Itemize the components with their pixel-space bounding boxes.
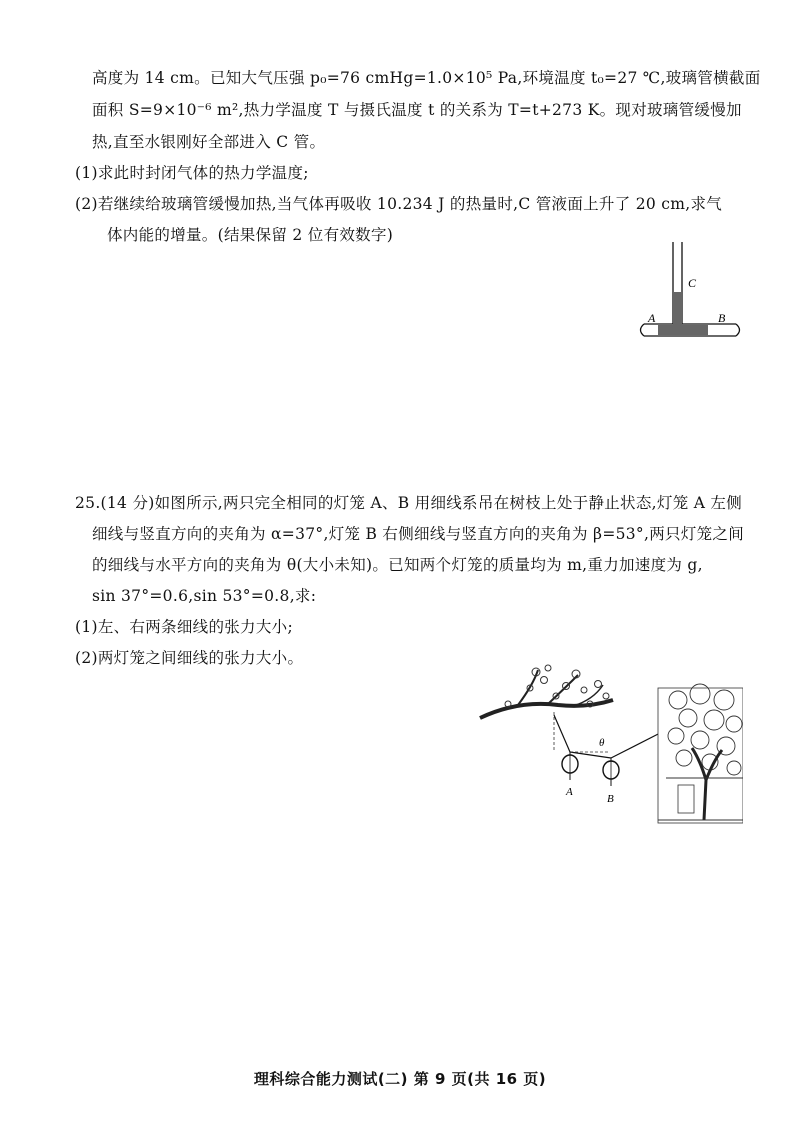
q25-text-line-4: sin 37°=0.6,sin 53°=0.8,求: [92, 587, 317, 605]
q24-subquestion-2-line-1: (2)若继续给玻璃管缓慢加热,当气体再吸收 10.234 J 的热量时,C 管液面上升了 20 cm,求气 [75, 195, 723, 213]
page-footer: 理科综合能力测试(二) 第 9 页(共 16 页) [253, 1070, 547, 1088]
q25-subquestion-2: (2)两灯笼之间细线的张力大小。 [75, 649, 304, 667]
q25-text-line-3: 的细线与水平方向的夹角为 θ(大小未知)。已知两个灯笼的质量均为 m,重力加速度为 g, [92, 556, 703, 574]
tree-illustration [658, 684, 743, 823]
q25-subquestion-1: (1)左、右两条细线的张力大小; [75, 618, 293, 636]
q24-subquestion-1: (1)求此时封闭气体的热力学温度; [75, 164, 309, 182]
q25-text-line-2: 细线与竖直方向的夹角为 α=37°,灯笼 B 右侧细线与竖直方向的夹角为 β=53°,两只灯笼之间 [92, 525, 745, 543]
q24-tube-figure [630, 240, 750, 350]
q24-text-line-2: 面积 S=9×10⁻⁶ m²,热力学温度 T 与摄氏温度 t 的关系为 T=t+273 K。现对玻璃管缓慢加 [92, 101, 742, 119]
tube-label-c: C [688, 276, 697, 290]
tube-label-a: A [648, 311, 656, 325]
q24-text-line-3: 热,直至水银刚好全部进入 C 管。 [92, 133, 326, 151]
q25-lantern-figure [478, 660, 743, 825]
lantern-label-b: B [607, 793, 614, 805]
q24-text-line-1: 高度为 14 cm。已知大气压强 p₀=76 cmHg=1.0×10⁵ Pa,环境温度 t₀=27 ℃,玻璃管横截面 [92, 69, 761, 87]
lantern-label-a: A [566, 786, 573, 798]
q24-subquestion-2-line-2: 体内能的增量。(结果保留 2 位有效数字) [107, 226, 394, 244]
tube-label-b: B [718, 311, 726, 325]
lantern-angle-theta: θ [599, 737, 605, 749]
q25-text-line-1: 25.(14 分)如图所示,两只完全相同的灯笼 A、B 用细线系吊在树枝上处于静止状态,灯笼 A 左侧 [75, 494, 743, 512]
